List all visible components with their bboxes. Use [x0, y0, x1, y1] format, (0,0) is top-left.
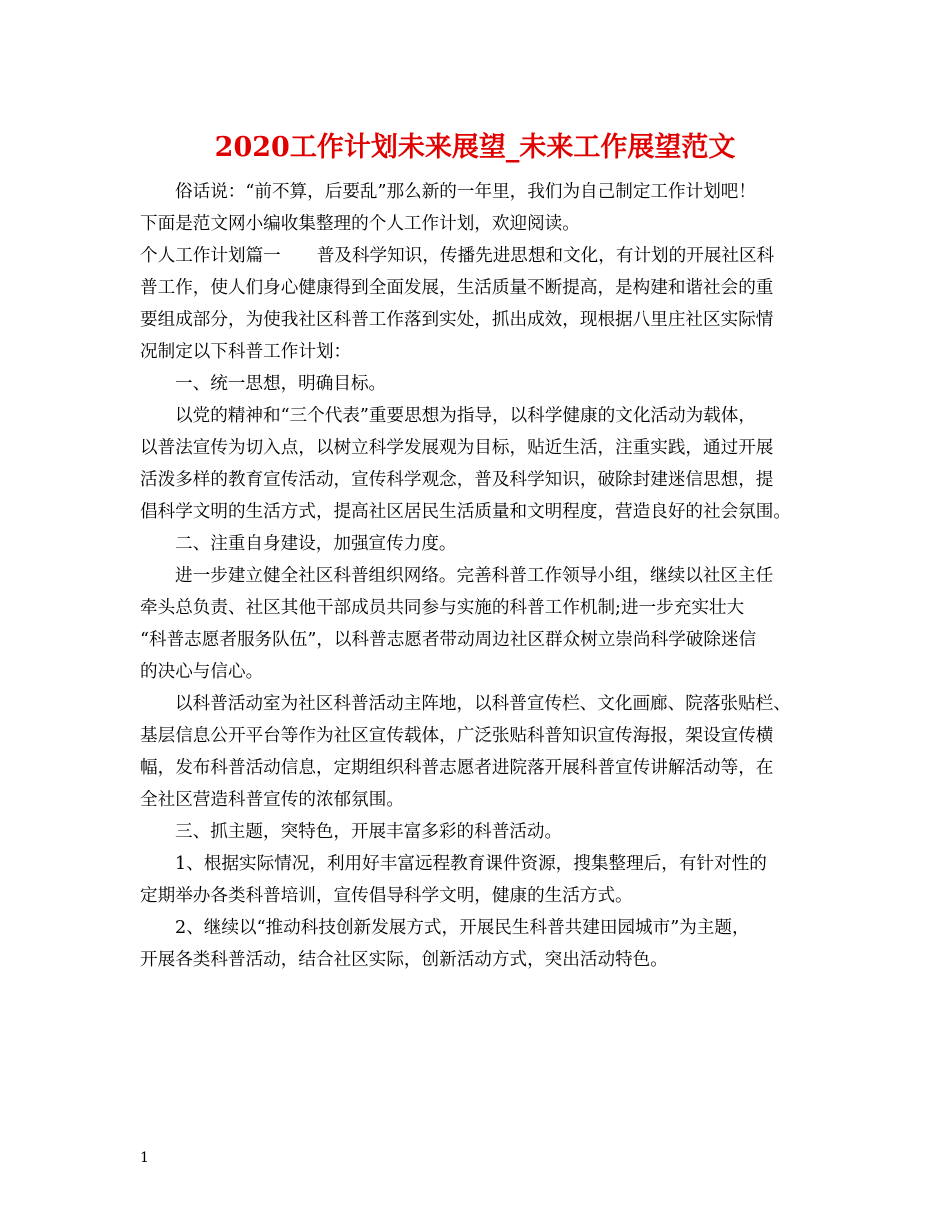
- paragraph-line: 以科普活动室为社区科普活动主阵地，以科普宣传栏、文化画廊、院落张贴栏、: [175, 694, 791, 714]
- paragraph-line: 牵头总负责、社区其他干部成员共同参与实施的科普工作机制;进一步充实壮大: [140, 598, 745, 618]
- paragraph-line-text: 普及科学知识，传播先进思想和文化，有计划的开展社区科: [316, 246, 775, 266]
- paragraph-line: 的决心与信心。: [140, 662, 264, 682]
- paragraph-line: 幅，发布科普活动信息，定期组织科普志愿者进院落开展科普宣传讲解活动等，在: [140, 758, 774, 778]
- paragraph-line: 要组成部分，为使我社区科普工作落到实处，抓出成效，现根据八里庄社区实际情: [140, 310, 774, 330]
- document-body: [140, 176, 830, 976]
- page-number: 1: [140, 1150, 149, 1166]
- paragraph-line: “科普志愿者服务队伍”，以科普志愿者带动周边社区群众树立崇尚科学破除迷信: [140, 630, 757, 650]
- paragraph-line: 基层信息公开平台等作为社区宣传载体，广泛张贴科普知识宣传海报，架设宣传横: [140, 726, 774, 746]
- paragraph-line: 1、根据实际情况，利用好丰富远程教育课件资源，搜集整理后，有针对性的: [175, 854, 767, 874]
- document-title: 2020工作计划未来展望_未来工作展望范文: [214, 132, 736, 163]
- section-heading: 二、注重自身建设，加强宣传力度。: [175, 534, 457, 554]
- paragraph-line: 以党的精神和“三个代表”重要思想为指导，以科学健康的文化活动为载体，: [175, 406, 756, 426]
- paragraph-line: 下面是范文网小编收集整理的个人工作计划，欢迎阅读。: [140, 214, 580, 234]
- paragraph-line: 普工作，使人们身心健康得到全面发展，生活质量不断提高，是构建和谐社会的重: [140, 278, 774, 298]
- section-heading: 三、抓主题，突特色，开展丰富多彩的科普活动。: [175, 822, 563, 842]
- paragraph-line: 开展各类科普活动，结合社区实际，创新活动方式，突出活动特色。: [140, 950, 668, 970]
- section-heading: 一、统一思想，明确目标。: [175, 374, 387, 394]
- paragraph-line: 倡科学文明的生活方式，提高社区居民生活质量和文明程度，营造良好的社会氛围。: [140, 502, 791, 522]
- paragraph-line: 活泼多样的教育宣传活动，宣传科学观念，普及科学知识，破除封建迷信思想，提: [140, 470, 774, 490]
- paragraph-line: 以普法宣传为切入点，以树立科学发展观为目标，贴近生活，注重实践，通过开展: [140, 438, 774, 458]
- paragraph-line: 全社区营造科普宣传的浓郁氛围。: [140, 790, 404, 810]
- paragraph-line: 进一步建立健全社区科普组织网络。完善科普工作领导小组，继续以社区主任: [175, 566, 774, 586]
- paragraph-line: 2、继续以“推动科技创新发展方式，开展民生科普共建田园城市”为主题，: [175, 918, 750, 938]
- paragraph-line: 况制定以下科普工作计划：: [140, 342, 352, 362]
- paragraph-line: [140, 240, 830, 272]
- section-label: 个人工作计划篇一: [140, 246, 281, 266]
- paragraph-line: 定期举办各类科普培训，宣传倡导科学文明，健康的生活方式。: [140, 886, 633, 906]
- paragraph-line: 俗话说：“前不算，后要乱”那么新的一年里，我们为自己制定工作计划吧！: [175, 182, 756, 202]
